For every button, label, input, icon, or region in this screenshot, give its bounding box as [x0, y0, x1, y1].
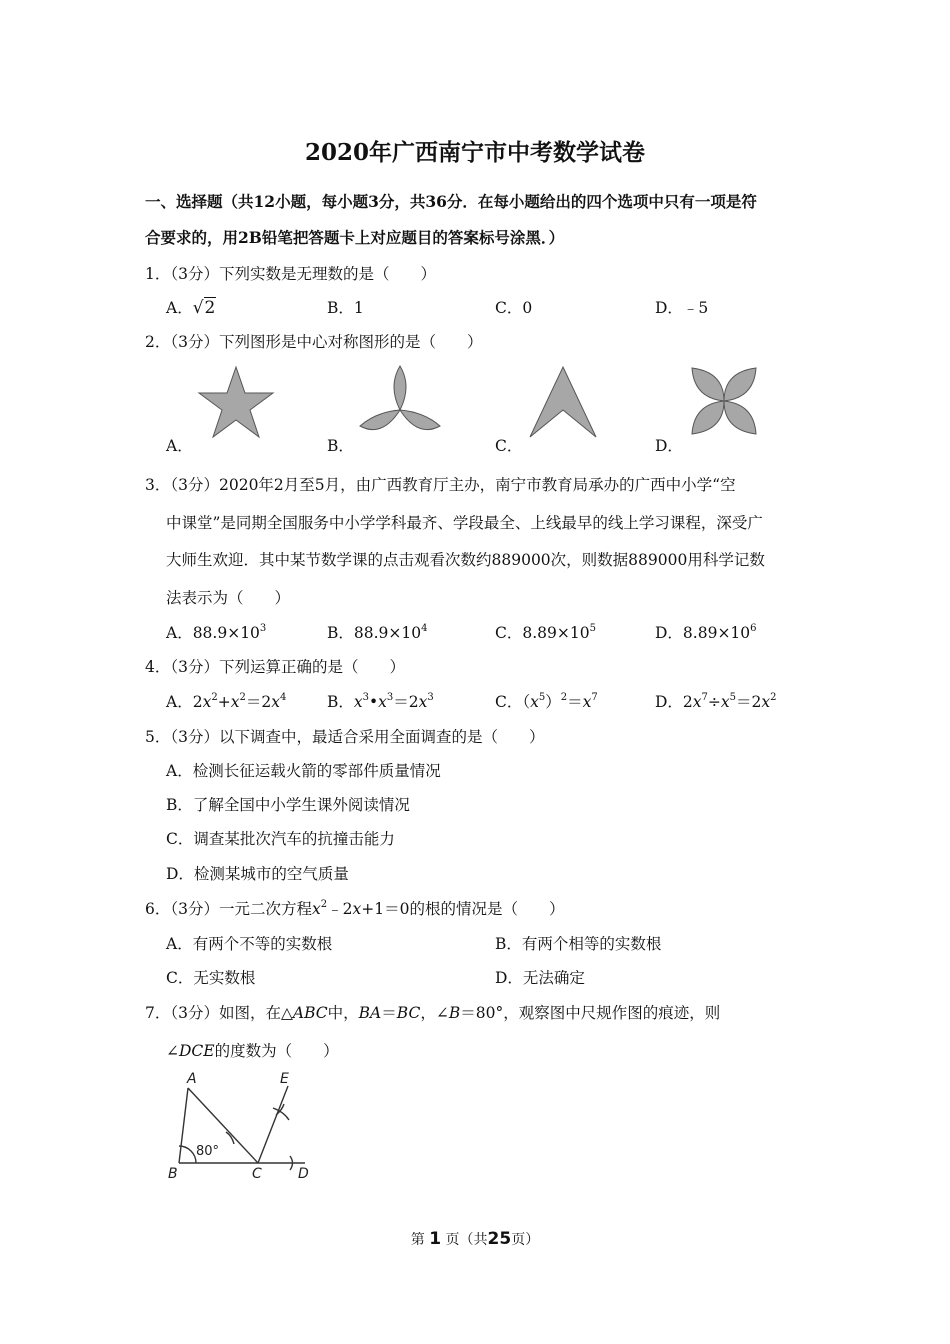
question-stem: （3分）一元二次方程$x^2﹣2x+1=0$的根的情况是（ ） [170, 899, 565, 918]
question-3 [145, 473, 736, 495]
question-stem-line4: 法表示为（ ） [166, 589, 291, 607]
label-a: A [187, 1071, 197, 1087]
question-7 [145, 1001, 720, 1023]
page-title: 2020年广西南宁市中考数学试卷 [304, 139, 645, 166]
question-stem-line2: ∠DCE的度数为（ ） [166, 1042, 339, 1060]
q3-option-d: D．$8.89\times 10^6$ [655, 623, 757, 642]
question-1 [145, 262, 436, 284]
q6-option-d: D．无法确定 [495, 969, 585, 987]
q3-option-b: B．$88.9\times 10^4$ [327, 623, 428, 642]
three-petal-shape [358, 364, 442, 438]
page-number: 1 [429, 1229, 442, 1249]
section-heading-line2: 合要求的，用2B铅笔把答题卡上对应题目的答案标号涂黑．） [145, 228, 565, 247]
q3-option-c: C．$8.89\times 10^5$ [495, 623, 596, 642]
label-e: E [280, 1071, 289, 1087]
q1-option-d: D．﹣5 [655, 299, 709, 317]
question-5 [145, 725, 545, 747]
q6-option-b: B．有两个相等的实数根 [495, 935, 662, 953]
q2-option-c: C． [495, 437, 523, 455]
label-c: C [252, 1166, 262, 1182]
q6-option-c: C．无实数根 [166, 969, 256, 987]
star-shape [198, 366, 274, 438]
question-2 [145, 330, 483, 352]
arrowhead-shape [528, 366, 598, 438]
question-stem: （3分）以下调查中，最适合采用全面调查的是（ ） [170, 728, 545, 746]
q5-option-a: A．检测长征运载火箭的零部件质量情况 [166, 762, 441, 780]
q5-option-d: D．检测某城市的空气质量 [166, 865, 349, 883]
total-pages: 25 [487, 1229, 512, 1249]
label-b: B [168, 1166, 178, 1182]
question-number: 6． [145, 900, 171, 918]
label-d: D [298, 1166, 309, 1182]
q4-option-c: C．$(x^5)^2=x^7$ [495, 692, 598, 711]
question-4 [145, 655, 405, 677]
q4-option-d: D．$2x^7\div x^5=2x^2$ [655, 692, 777, 711]
section-heading-line1: 一、选择题（共12小题，每小题3分，共36分．在每小题给出的四个选项中只有一项是符 [145, 192, 757, 211]
q2-option-d: D． [655, 437, 683, 455]
question-stem: （3分）下列实数是无理数的是（ ） [170, 265, 436, 283]
q4-option-b: B．$x^3•x^3=2x^3$ [327, 692, 434, 711]
q4-option-a: A．$2x^2+x^2=2x^4$ [166, 692, 287, 711]
q2-option-a: A． [166, 437, 193, 455]
four-petal-shape [686, 364, 762, 438]
q3-option-a: A．$88.9\times 10^3$ [166, 623, 267, 642]
q2-option-b: B． [327, 437, 354, 455]
question-number: 4． [145, 658, 171, 676]
question-stem-line3: 大师生欢迎．其中某节数学课的点击观看次数约889000次，则数据889000用科学记数 [166, 551, 765, 569]
q1-option-a: A．√2 [166, 298, 216, 318]
question-stem-line1: （3分）2020年2月至5月，由广西教育厅主办，南宁市教育局承办的广西中小学“空 [170, 476, 736, 494]
question-stem: （3分）下列图形是中心对称图形的是（ ） [170, 333, 483, 351]
question-number: 5． [145, 728, 171, 746]
question-number: 1． [145, 265, 171, 283]
sqrt-icon: √ [192, 298, 204, 318]
q5-option-c: C．调查某批次汽车的抗撞击能力 [166, 830, 395, 848]
question-6 [145, 897, 564, 919]
triangle-figure [160, 1068, 330, 1184]
radicand: 2 [204, 298, 216, 318]
q6-option-a: A．有两个不等的实数根 [166, 935, 333, 953]
q5-option-b: B．了解全国中小学生课外阅读情况 [166, 796, 410, 814]
question-stem-line1: （3分）如图，在△ABC中，BA＝BC，∠B＝80°，观察图中尺规作图的痕迹，则 [170, 1004, 721, 1022]
q1-option-b: B．1 [327, 299, 364, 317]
question-number: 3． [145, 476, 171, 494]
page-footer: 第 1 页（共25页） [410, 1229, 540, 1249]
question-number: 2． [145, 333, 171, 351]
q1-option-c: C．0 [495, 299, 533, 317]
question-stem-line2: 中课堂”是同期全国服务中小学学科最齐、学段最全、上线最早的线上学习课程，深受广 [166, 514, 763, 532]
angle-label: 80° [196, 1144, 220, 1159]
question-stem: （3分）下列运算正确的是（ ） [170, 658, 405, 676]
question-number: 7． [145, 1004, 171, 1022]
